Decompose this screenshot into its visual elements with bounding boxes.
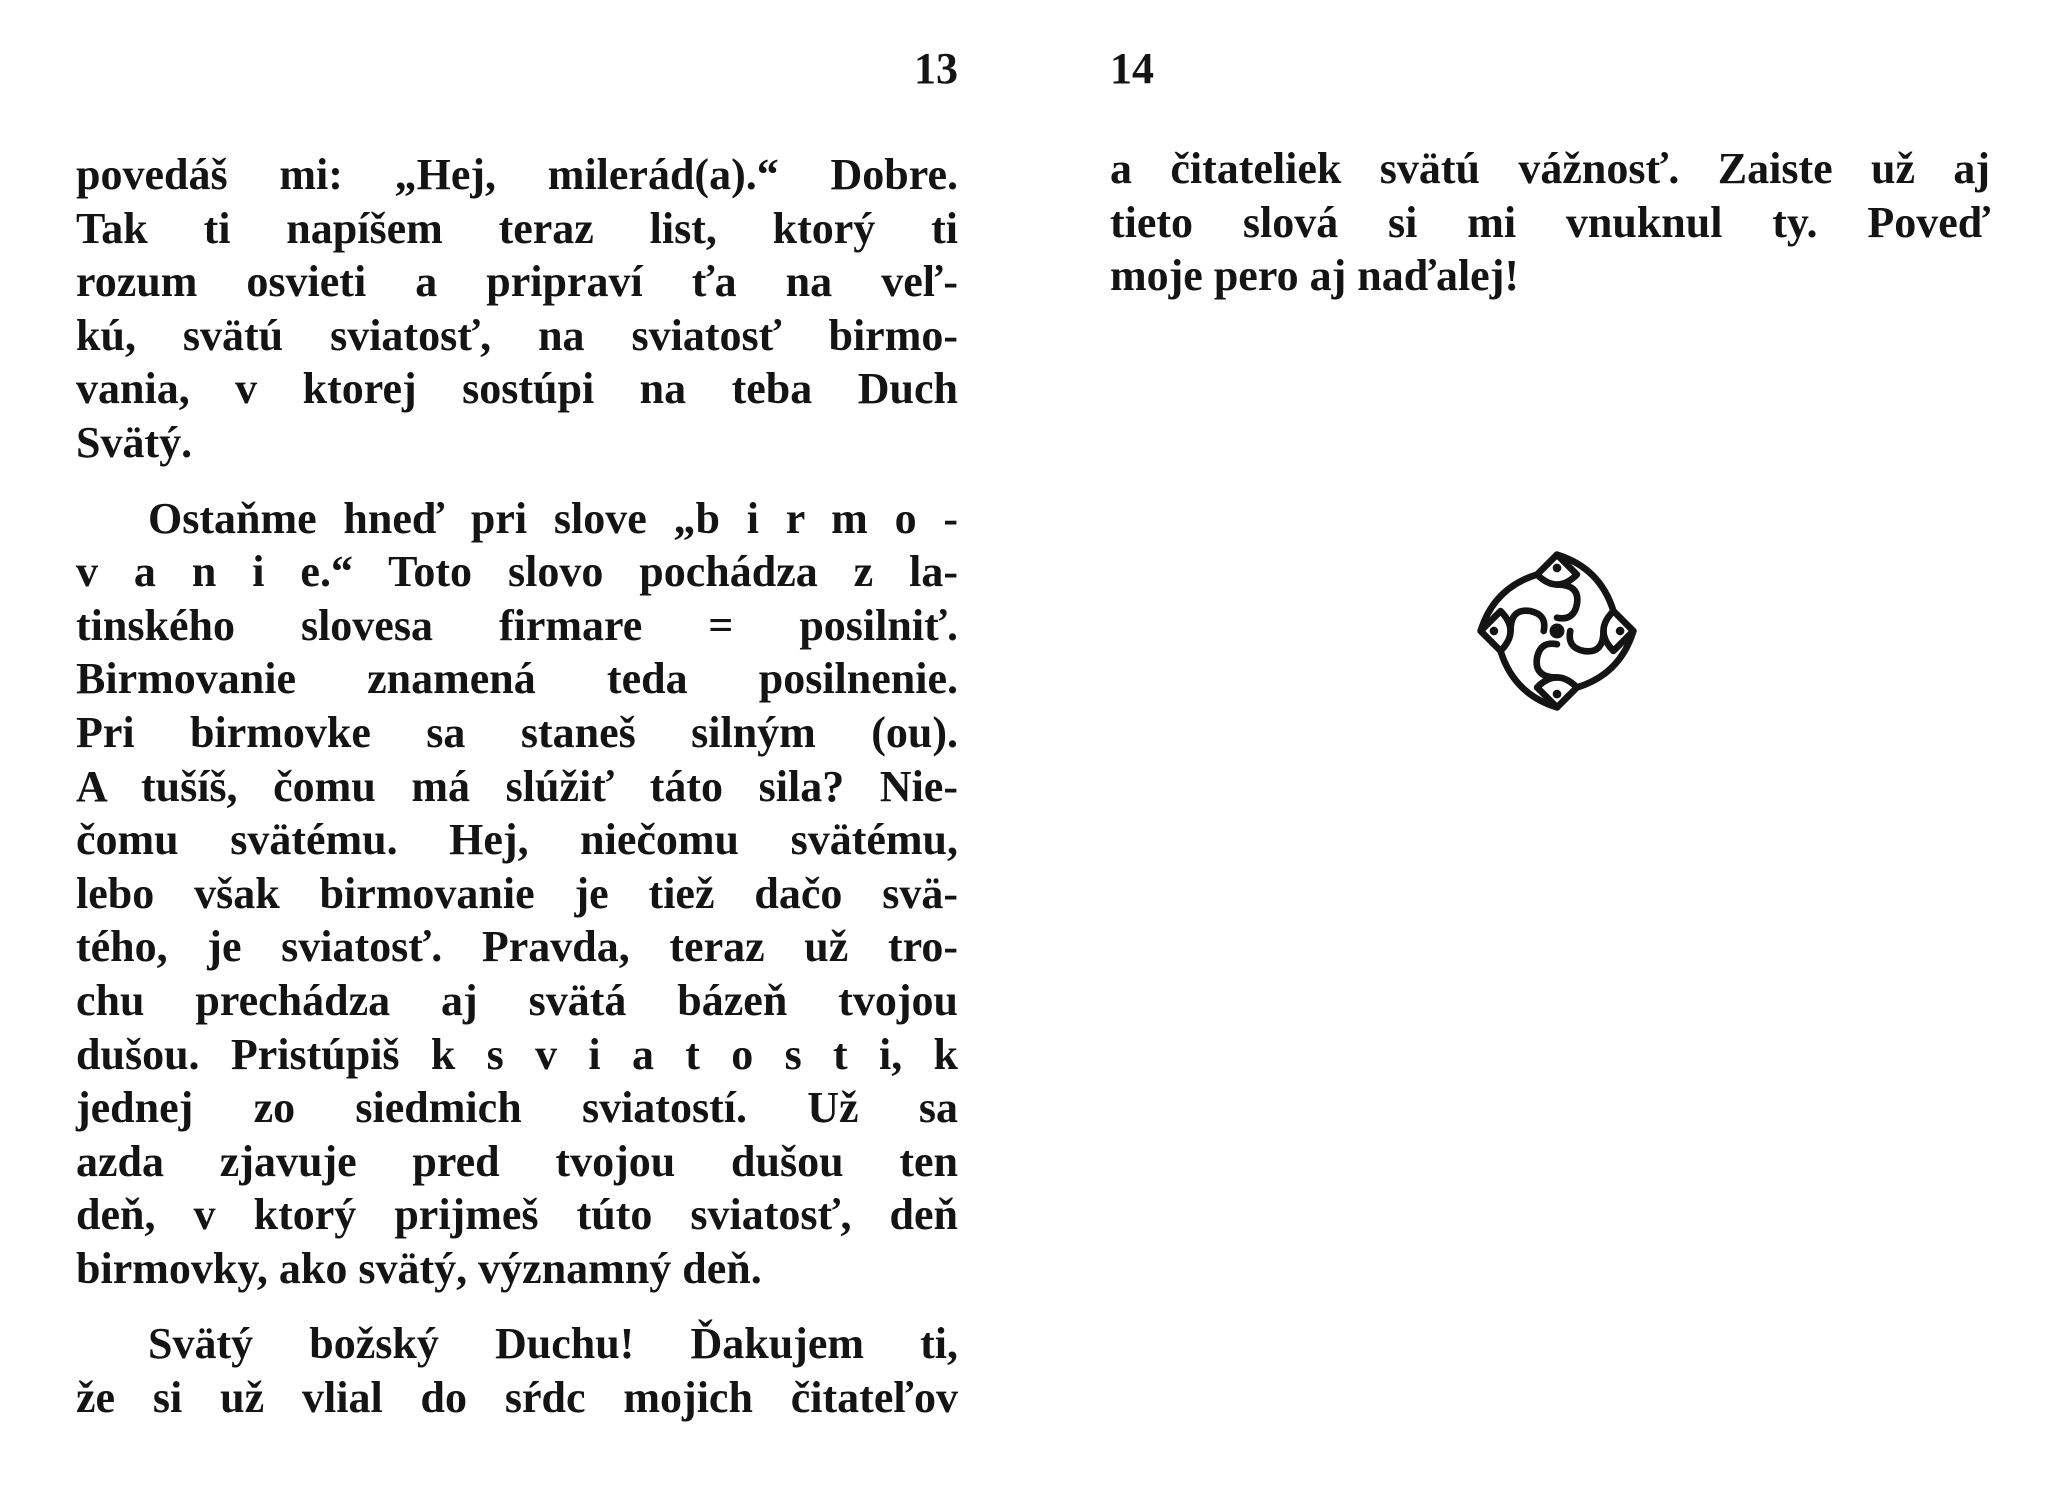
page-number: 14 — [1110, 44, 1154, 93]
text-line: Svätý. — [76, 417, 193, 467]
text-line: že si už vlial do sŕdc mojich čitateľov — [76, 1373, 958, 1423]
left-page-text — [76, 148, 958, 1425]
text-line: tieto slová si mi vnuknul ty. Poveď — [1110, 197, 1990, 247]
text-line: dušou. Pristúpiš k s v i a t o s t i, k — [76, 1029, 958, 1079]
text-line: moje pero aj naďalej! — [1110, 251, 1520, 301]
text-line: povedáš mi: „Hej, milerád(a).“ Dobre. — [76, 150, 958, 199]
right-page-text — [1110, 142, 1990, 303]
page-number: 13 — [914, 44, 958, 93]
text-line: azda zjavuje pred tvojou dušou ten — [76, 1136, 958, 1186]
text-line: tinského slovesa firmare = posilniť. — [76, 600, 958, 650]
text-line: Tak ti napíšem teraz list, ktorý ti — [76, 203, 958, 253]
text-line: Svätý božský Duchu! Ďakujem ti, — [148, 1319, 958, 1369]
text-line: jednej zo siedmich sviatostí. Už sa — [76, 1083, 958, 1133]
text-line: lebo však birmovanie je tiež dačo svä- — [76, 868, 958, 918]
text-line: birmovky, ako svätý, významný deň. — [76, 1243, 762, 1293]
text-line: Pri birmovke sa staneš silným (ou). — [76, 707, 958, 757]
text-line: tého, je sviatosť. Pravda, teraz už tro- — [76, 922, 958, 972]
text-line: deň, v ktorý prijmeš túto sviatosť, deň — [76, 1190, 958, 1240]
paragraph-1 — [76, 148, 958, 470]
text-line: čomu svätému. Hej, niečomu svätému, — [76, 815, 958, 865]
text-line: kú, svätú sviatosť, na sviatosť birmo- — [76, 310, 958, 360]
paragraph-2 — [76, 492, 958, 1296]
text-line: A tušíš, čomu má slúžiť táto sila? Nie- — [76, 761, 958, 811]
text-line: chu prechádza aj svätá bázeň tvojou — [76, 975, 958, 1025]
text-line: a čitateliek svätú vážnosť. Zaiste už aj — [1110, 144, 1990, 193]
quatrefoil-scroll-ornament-icon — [1474, 548, 1640, 714]
paragraph-3 — [76, 1317, 958, 1424]
text-line: vania, v ktorej sostúpi na teba Duch — [76, 364, 958, 414]
text-line: rozum osvieti a pripraví ťa na veľ- — [76, 257, 958, 307]
text-line: v a n i e.“ Toto slovo pochádza z la- — [76, 547, 958, 597]
text-line: Ostaňme hneď pri slove „b i r m o - — [148, 493, 958, 543]
text-line: Birmovanie znamená teda posilnenie. — [76, 654, 958, 704]
